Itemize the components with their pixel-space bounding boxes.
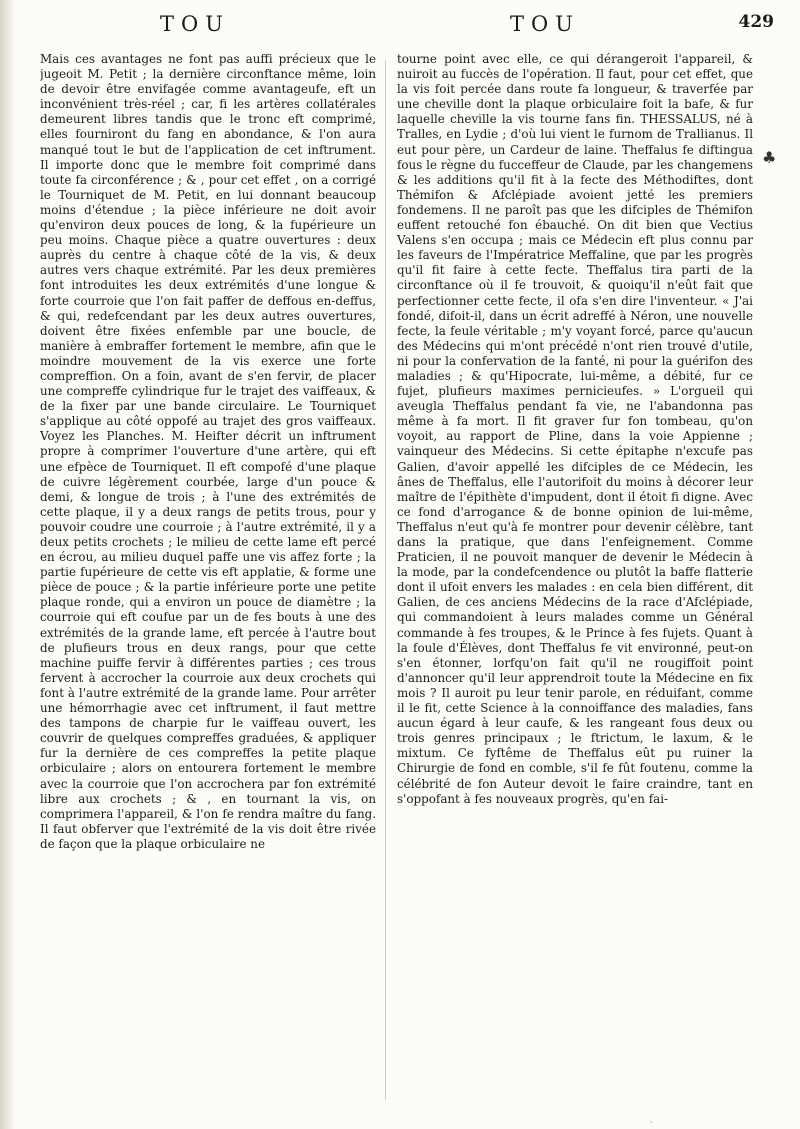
left-column-text: Mais ces avantages ne font pas auffi précieux que le jugeoit M. Petit ; la dernière circonftance même, loin de devoir être envifagée comme avantageufe, eft un inconvénient très-réel ; car, fi les artères collatérales demeurent libres tandis que le tronc eft comprimé, elles fourniront du fang en abondance, & l'on aura manqué tout le but de l'application de cet inftrument. Il importe donc que le membre foit comprimé dans toute fa circonférence ; & , pour cet effet , on a corrigé le Tourniquet de M. Petit, en lui donnant beaucoup moins d'étendue ; la pièce inférieure ne doit avoir qu'environ deux pouces de long, & la fupérieure un peu moins. Chaque pièce a quatre ouvertures : deux auprès du centre à chaque côté de la vis, & deux autres vers chaque extrémité. Par les deux premières font introduites les deux extrémités d'une longue & forte courroie que l'on fait paffer de deffous en-deffus, & qui, redefcendant par les deux autres ouvertures, doivent être fixées enfemble par une boucle, de manière à embraffer fortement le membre, afin que le moindre mouvement de la vis exerce une forte compreffion. On a foin, avant de s'en fervir, de placer une compreffe cylindrique fur le trajet des vaiffeaux, & de la fixer par une bande circulaire. Le Tourniquet s'applique au côté oppofé au trajet des gros vaiffeaux. Voyez les Planches. M. Heifter décrit un inftrument propre à comprimer l'ouverture d'une artère, qui eft une efpèce de Tourniquet. Il eft compofé d'une plaque de cuivre légèrement courbée, large d'un pouce & demi, & longue de trois ; à l'une des extrémités de cette plaque, il y a deux rangs de petits trous, pour y pouvoir coudre une courroie ; à l'autre extrémité, il y a deux petits crochets ; le milieu de cette lame eft percé en écrou, au milieu duquel paffe une vis affez forte ; la partie fupérieure de cette vis eft applatie, & forme une pièce de pouce ; & la partie inférieure porte une petite plaque ronde, qui a environ un pouce de diamètre ; la courroie qui eft coufue par un de fes bouts à une des extrémités de la grande lame, eft percée à l'autre bout de plufieurs trous en deux rangs, pour que cette machine puiffe fervir à différentes parties ; ces trous fervent à accrocher la courroie aux deux crochets qui font à l'autre extrémité de la grande lame. Pour arrêter une hémorrhagie avec cet inftrument, il faut mettre des tampons de charpie fur le vaiffeau ouvert, les couvrir de quelques compreffes graduées, & appliquer fur la dernière de ces compreffes la petite plaque orbiculaire ; alors on entourera fortement le membre avec la courroie que l'on accrochera par fon extrémité libre aux crochets ; & , en tournant la vis, on comprimera l'appareil, & l'on fe rendra maître du fang. Il faut obferver que l'extrémité de la vis doit être rivée de façon que la plaque orbiculaire ne bbox=[40, 52, 376, 851]
column-divider bbox=[385, 60, 386, 1100]
header-left-title: TOU bbox=[160, 12, 230, 36]
header-right-title: TOU bbox=[510, 12, 580, 36]
margin-mark-icon: ♣ bbox=[762, 148, 777, 167]
right-column bbox=[397, 52, 753, 1117]
page-binding-shadow bbox=[0, 0, 16, 1129]
running-header bbox=[40, 12, 780, 38]
left-column bbox=[40, 52, 376, 1117]
page-speck-icon: · bbox=[650, 1118, 653, 1127]
right-column-text: tourne point avec elle, ce qui dérangeroit l'appareil, & nuiroit au fuccès de l'opération. Il faut, pour cet effet, que la vis foit percée dans route fa longueur, & traverfée par une cheville dont la plaque orbiculaire foit la bafe, & fur laquelle cheville la vis tourne fans fin. THESSALUS, né à Tralles, en Lydie ; d'où lui vient le furnom de Trallianus. Il eut pour père, un Cardeur de laine. Theffalus fe diftingua fous le règne du fucceffeur de Claude, par les changemens & les additions qu'il fit à la fecte des Méthodiftes, dont Thémifon & Afclépiade avoient jetté les premiers fondemens. Il ne paroît pas que les difciples de Thémifon euffent retouché fon ébauché. On dit bien que Vectius Valens s'en occupa ; mais ce Médecin eft plus connu par les faveurs de l'Impératrice Meffaline, que par les progrès qu'il fit faire à cette fecte. Theffalus tira parti de la circonftance où il fe trouvoit, & quoiqu'il n'eût fait que perfectionner cette fecte, il ofa s'en dire l'inventeur. « J'ai fondé, difoit-il, dans un écrit adreffé à Néron, une nouvelle fecte, la feule véritable ; m'y voyant forcé, parce qu'aucun des Médecins qui m'ont précédé n'ont rien trouvé d'utile, ni pour la confervation de la fanté, ni pour la guérifon des maladies ; & qu'Hipocrate, lui-même, a débité, fur ce fujet, plufieurs maximes pernicieufes. » L'orgueil qui aveugla Theffalus pendant fa vie, ne l'abandonna pas même à fa mort. Il fit graver fur fon tombeau, qu'on voyoit, au rapport de Pline, dans la voie Appienne ; vainqueur des Médecins. Si cette épitaphe n'excufe pas Galien, d'avoir appellé les difciples de ce Médecin, les ânes de Theffalus, elle l'autorifoit du moins à décorer leur maître de l'épithète d'impudent, dont il étoit fi digne. Avec ce fond d'arrogance & de bonne opinion de lui-même, Theffalus n'eut qu'à fe montrer pour devenir célèbre, tant dans la pratique, que dans l'enfeignement. Comme Praticien, il ne pouvoit manquer de devenir le Médecin à la mode, par la condefcendence ou plutôt la baffe flatterie dont il ufoit envers les malades : en cela bien différent, dit Galien, de ces anciens Médecins de la race d'Afclépiade, qui commandoient à leurs malades comme un Général commande à fes troupes, & le Prince à fes fujets. Quant à la foule d'Élèves, dont Theffalus fe vit environné, peut-on s'en étonner, lorfqu'on fait qu'il ne rougiffoit point d'annoncer qu'il leur apprendroit toute la Médecine en fix mois ? Il auroit pu leur tenir parole, en réduifant, comme il le fit, cette Science à la connoiffance des maladies, fans aucun égard à leur caufe, & les rangeant fous deux ou trois genres principaux ; le ftrictum, le laxum, & le mixtum. Ce fyftême de Theffalus eût pu ruiner la Chirurgie de fond en comble, s'il fe fût foutenu, comme la célébrité de fon Auteur devoit le faire craindre, tant en s'oppofant à fes nouveaux progrès, qu'en fai- bbox=[397, 52, 753, 806]
page-number: 429 bbox=[738, 12, 774, 32]
